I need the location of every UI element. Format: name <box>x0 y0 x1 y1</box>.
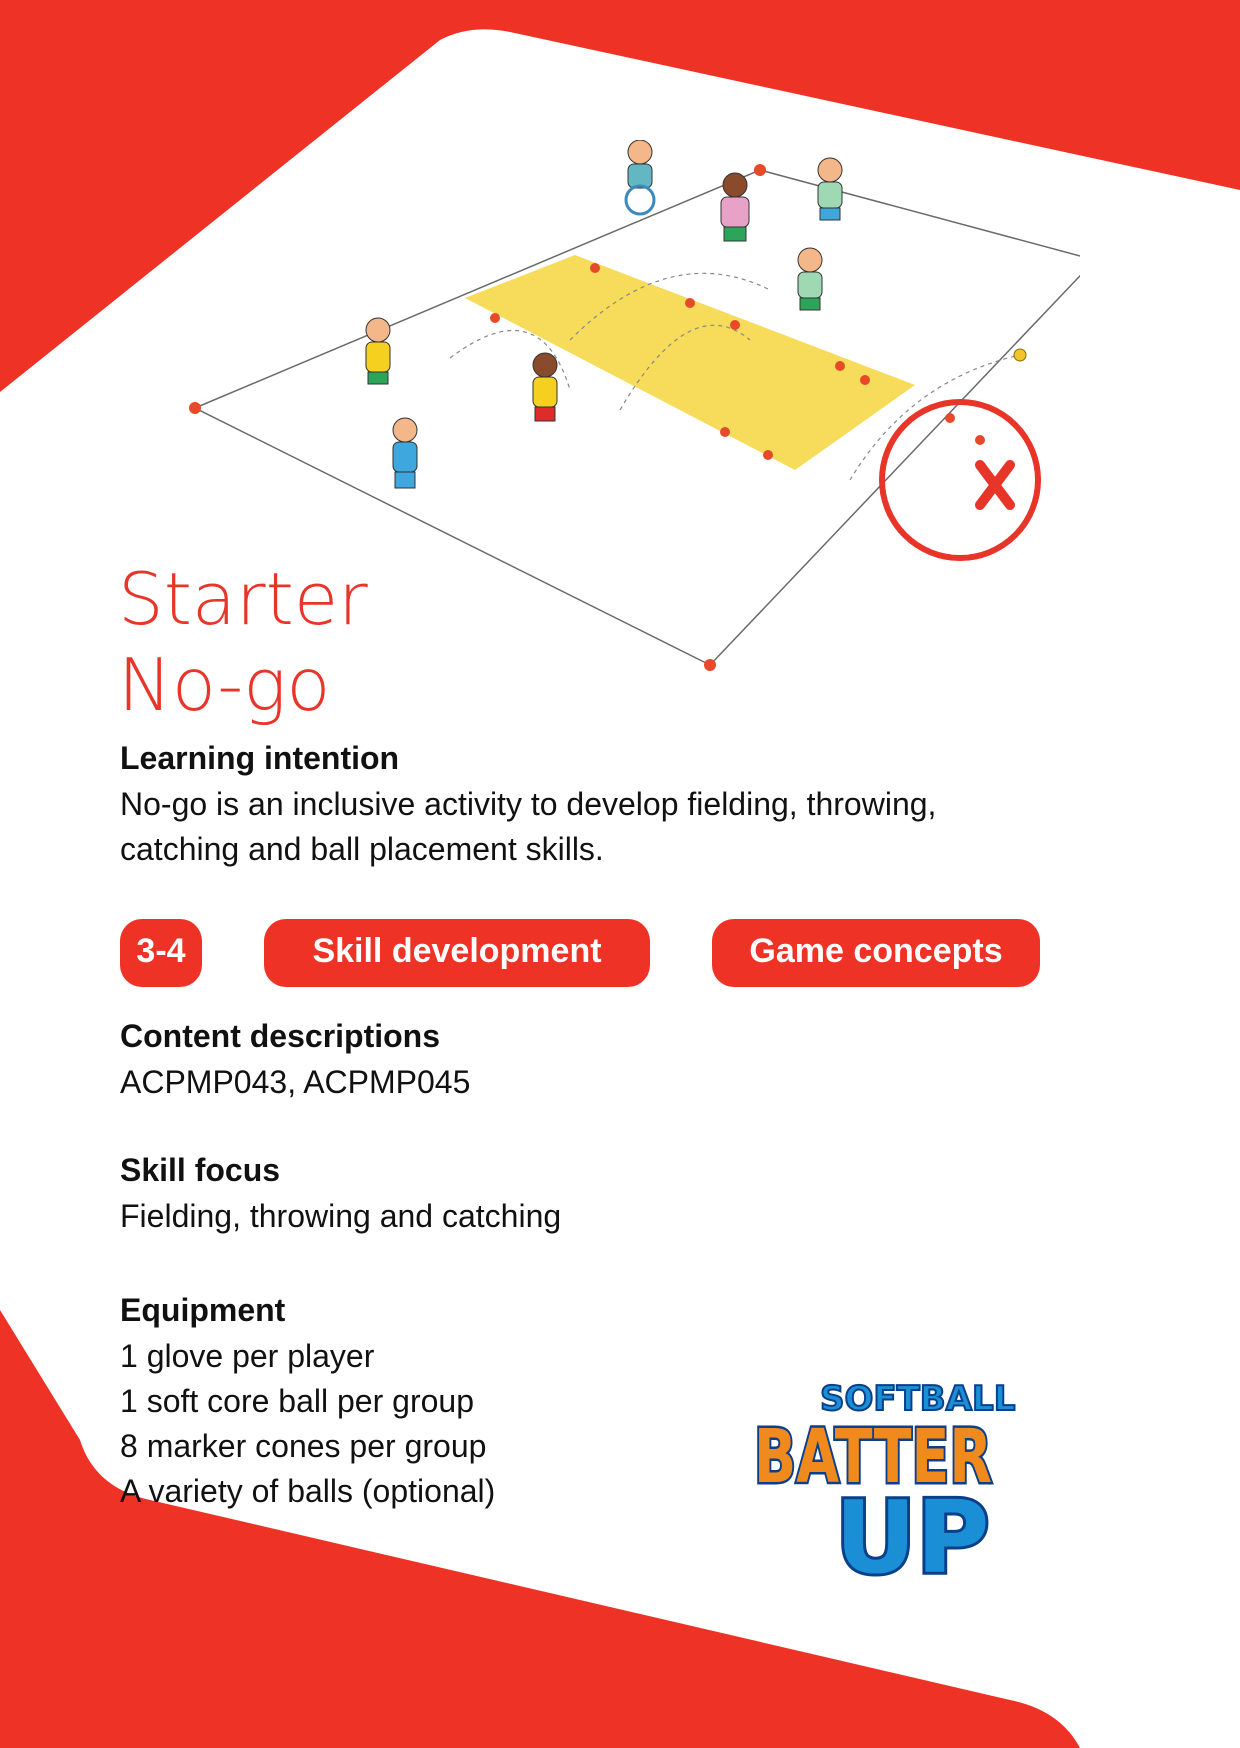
equipment-item: 1 soft core ball per group <box>120 1383 474 1419</box>
skill-development-badge: Skill development <box>264 919 650 987</box>
skill-focus-text: Fielding, throwing and catching <box>120 1198 562 1234</box>
logo-line-3: UP <box>835 1479 990 1585</box>
equipment-item: 8 marker cones per group <box>120 1428 487 1464</box>
logo-line-2: BATTER <box>754 1414 992 1500</box>
equipment-list <box>120 1334 495 1514</box>
equipment-heading: Equipment <box>120 1292 286 1328</box>
learning-intention-text: No-go is an inclusive activity to develop fielding, throwing, catching and ball placement skills. <box>120 786 937 867</box>
softball-batter-up-logo <box>750 1360 1045 1585</box>
title-line-2: No-go <box>118 643 331 727</box>
title-line-1: Starter <box>118 557 368 641</box>
learning-intention-heading: Learning intention <box>120 740 400 776</box>
equipment-item: A variety of balls (optional) <box>120 1473 496 1509</box>
content-descriptions-heading: Content descriptions <box>120 1018 441 1054</box>
year-level-badge: 3-4 <box>120 919 202 987</box>
equipment-item: 1 glove per player <box>120 1338 375 1374</box>
content-descriptions-text: ACPMP043, ACPMP045 <box>120 1064 471 1100</box>
skill-focus-heading: Skill focus <box>120 1152 281 1188</box>
game-concepts-badge: Game concepts <box>712 919 1040 987</box>
page-title <box>118 556 368 728</box>
logo-line-1: SOFTBALL <box>820 1379 1016 1419</box>
